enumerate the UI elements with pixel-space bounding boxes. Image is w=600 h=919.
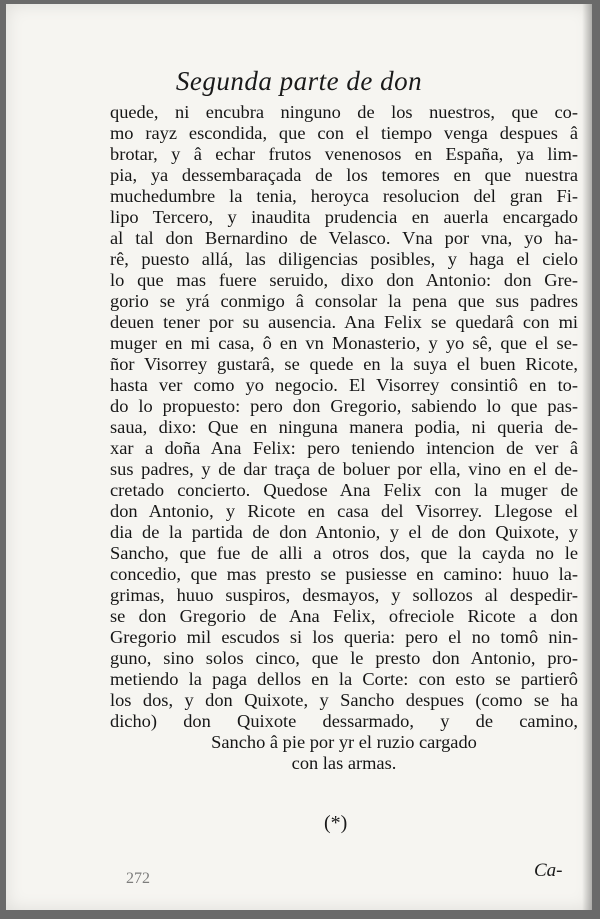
running-head: Segunda parte de don (175, 66, 423, 96)
text-line: xar a doña Ana Felix: pero teniendo intencion de ver â (110, 438, 578, 458)
text-line: mo rayz escondida, que con el tiempo venga despues â (110, 123, 578, 143)
book-page (6, 4, 592, 910)
text-line: al tal don Bernardino de Velasco. Vna por vna, yo ha- (110, 228, 578, 248)
catchword: Ca- (534, 860, 563, 881)
text-line: rê, puesto allá, las diligencias posibles, y haga el cielo (110, 249, 578, 269)
text-line: lipo Tercero, y inaudita prudencia en auerla encargado (110, 207, 578, 227)
text-line: guno, sino solos cinco, que le presto don Antonio, pro- (110, 648, 578, 668)
text-line: dicho) don Quixote dessarmado, y de camino, (110, 711, 578, 731)
text-line: quede, ni encubra ninguno de los nuestros, que co- (110, 102, 578, 122)
text-line: pia, ya dessembaraçada de los temores en que nuestra (110, 165, 578, 185)
text-line: don Antonio, y Ricote en casa del Visorrey. Llegose el (110, 501, 578, 521)
signature-mark: (*) (324, 812, 348, 834)
text-line: metiendo la paga dellos en la Corte: con esto se partierô (110, 669, 578, 689)
text-line: dia de la partida de don Antonio, y el de don Quixote, y (110, 522, 578, 542)
text-line: grimas, huuo suspiros, desmayos, y sollozos al despedir- (110, 585, 578, 605)
body-text (110, 102, 578, 774)
text-line: Sancho, que fue de alli a otros dos, que la cayda no le (110, 543, 578, 563)
text-line: brotar, y â echar frutos venenosos en España, ya lim- (110, 144, 578, 164)
text-line: do lo propuesto: pero don Gregorio, sabiendo lo que pas- (110, 396, 578, 416)
text-line: muger en mi casa, ô en vn Monasterio, y yo sê, que el se- (110, 333, 578, 353)
text-line: con las armas. (291, 753, 397, 773)
text-line: los dos, y don Quixote, y Sancho despues (como se ha (110, 690, 578, 710)
text-line: concedio, que mas presto se pusiesse en camino: huuo la- (110, 564, 578, 584)
text-line: hasta ver como yo negocio. El Visorrey consintiô en to- (110, 375, 578, 395)
text-line: muchedumbre la tenia, heroyca resolucion del gran Fi- (110, 186, 578, 206)
text-line: Sancho â pie por yr el ruzio cargado (211, 732, 477, 752)
text-line: sus padres, y de dar traça de boluer por ella, vino en el de- (110, 459, 578, 479)
text-line: deuen tener por su ausencia. Ana Felix se quedarâ con mi (110, 312, 578, 332)
page-number: 272 (126, 870, 150, 887)
text-line: Gregorio mil escudos si los queria: pero el no tomô nin- (110, 627, 578, 647)
spine-shadow (582, 4, 592, 910)
text-line: lo que mas fuere seruido, dixo don Antonio: don Gre- (110, 270, 578, 290)
text-line: ñor Visorrey gustarâ, se quede en la suya el buen Ricote, (110, 354, 578, 374)
text-line: cretado concierto. Quedose Ana Felix con la muger de (110, 480, 578, 500)
text-line: gorio se yrá conmigo â consolar la pena que sus padres (110, 291, 578, 311)
text-line: se don Gregorio de Ana Felix, ofreciole Ricote a don (110, 606, 578, 626)
text-line: saua, dixo: Que en ninguna manera podia, ni queria de- (110, 417, 578, 437)
